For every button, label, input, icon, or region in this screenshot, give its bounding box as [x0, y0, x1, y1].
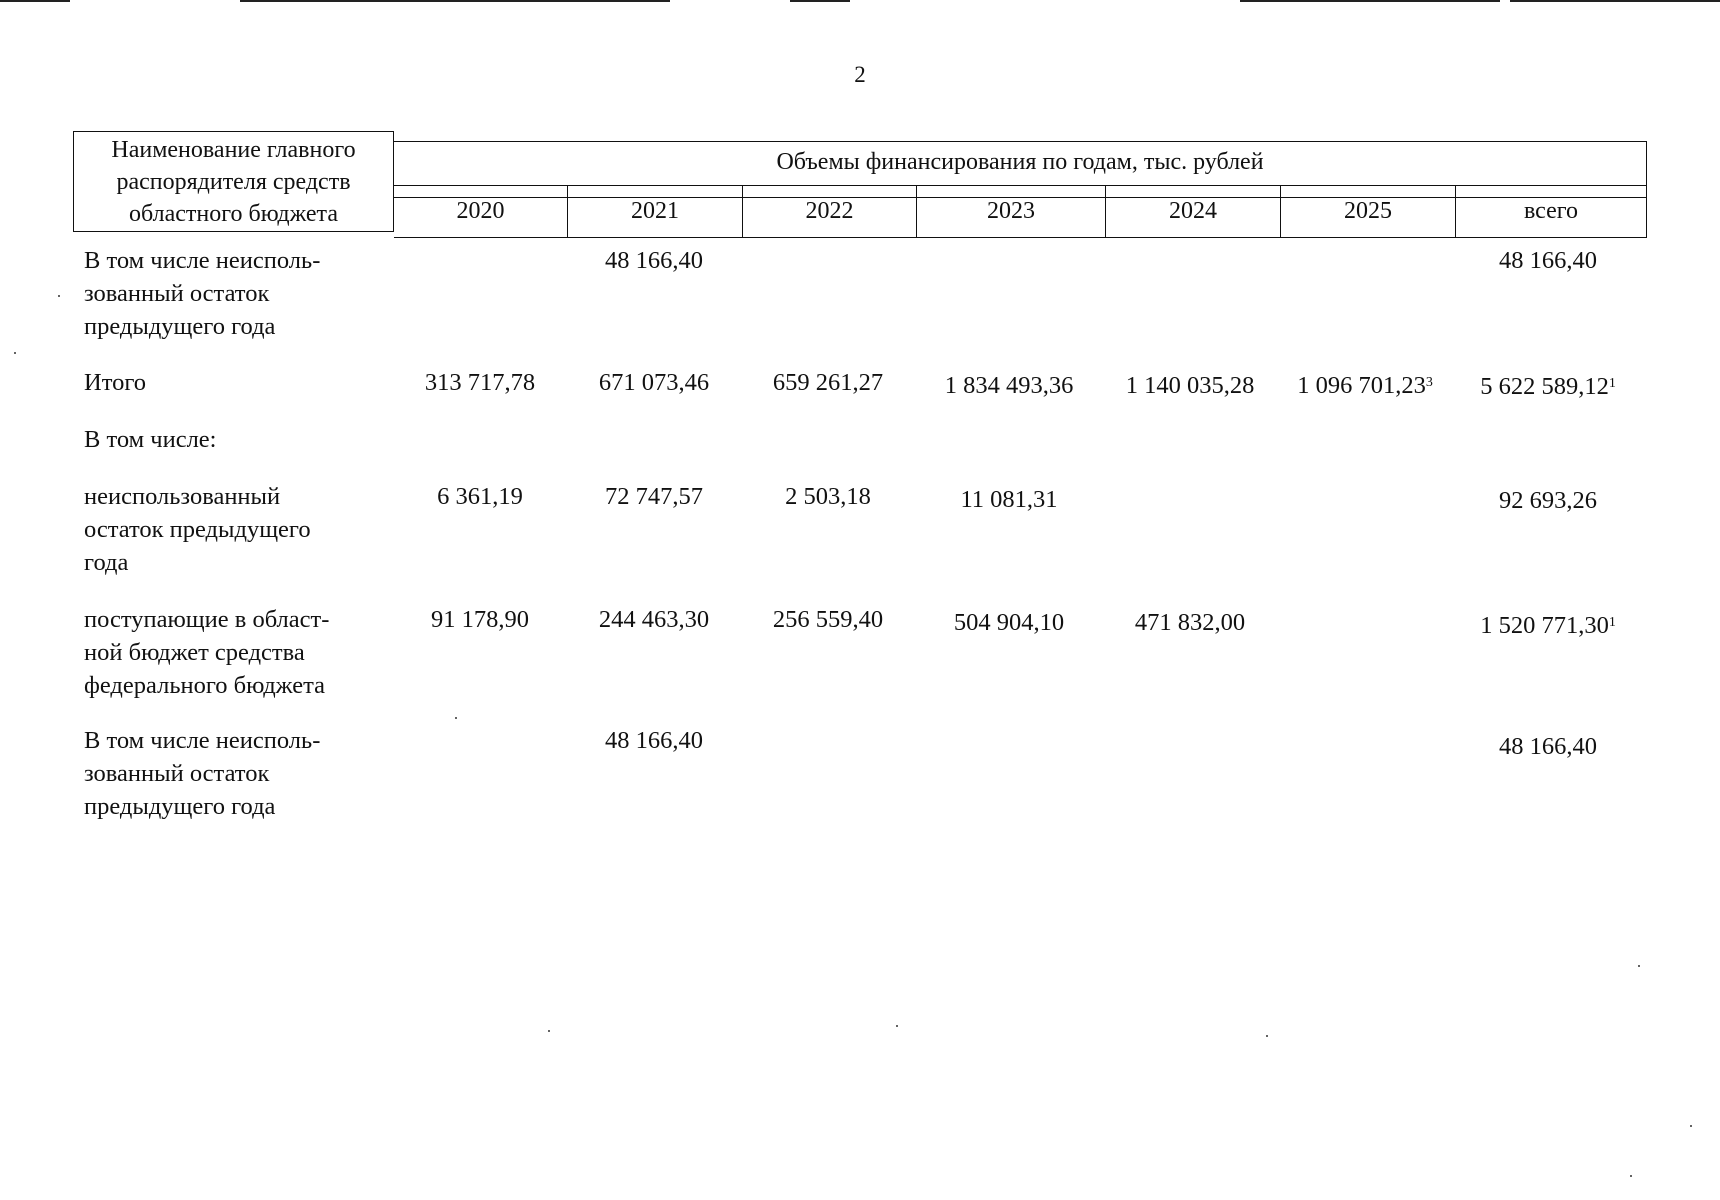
scan-speck	[1266, 1035, 1268, 1037]
row-total-value: 48 166,40	[1499, 733, 1597, 760]
scan-speck	[14, 352, 16, 354]
scan-speck	[896, 1025, 898, 1027]
scan-speck	[455, 717, 457, 719]
row-label: В том числе неисполь- зованный остаток предыдущего года	[84, 727, 321, 820]
row-total-value: 1 520 771,30$^1$	[1480, 612, 1616, 639]
row-value-2020: 91 178,90	[431, 606, 529, 633]
row-total-value: 92 693,26	[1499, 487, 1597, 514]
scan-edge-line	[1240, 0, 1500, 2]
row-value-2025: 1 096 701,23$^3$	[1297, 372, 1433, 399]
row-value-2022: 256 559,40	[772, 606, 884, 633]
header-name-column: Наименование главного распорядителя средств областного бюджета	[73, 131, 394, 232]
row-label: В том числе неисполь- зованный остаток предыдущего года	[84, 247, 321, 340]
row-value-2024: 1 140 035,28	[1125, 372, 1255, 399]
header-year-2022: 2022	[743, 185, 917, 238]
scan-edge-line	[0, 0, 70, 2]
row-value-2022: 2 503,18	[785, 483, 871, 510]
row-value-2024: 471 832,00	[1134, 609, 1246, 636]
row-value-2021: 244 463,30	[598, 606, 710, 633]
header-funding-group: Объемы финансирования по годам, тыс. рублей	[394, 141, 1647, 198]
table-header	[73, 131, 1647, 232]
row-label: неиспользованный остаток предыдущего года	[84, 483, 311, 576]
row-label: Итого	[84, 369, 147, 396]
scan-speck	[1638, 965, 1640, 967]
header-year-2023: 2023	[917, 185, 1106, 238]
row-value-2021: 48 166,40	[605, 247, 703, 274]
scan-speck	[1690, 1125, 1692, 1127]
header-year-2025: 2025	[1281, 185, 1456, 238]
scan-speck	[1630, 1175, 1632, 1177]
row-value-2021: 72 747,57	[605, 483, 703, 510]
row-value-2021: 671 073,46	[598, 369, 710, 396]
header-year-2024: 2024	[1106, 185, 1281, 238]
row-total-value: 5 622 589,12$^1$	[1480, 373, 1616, 400]
row-value-2021: 48 166,40	[605, 727, 703, 754]
row-label: В том числе:	[84, 426, 217, 453]
footnote-marker: 3	[1425, 375, 1433, 390]
row-total-value: 48 166,40	[1499, 247, 1597, 274]
header-total: всего	[1456, 185, 1647, 238]
footnote-marker: 1	[1608, 376, 1616, 391]
header-year-2021: 2021	[568, 185, 743, 238]
scan-edge-line	[240, 0, 670, 2]
row-value-2023: 504 904,10	[953, 609, 1065, 636]
row-value-2022: 659 261,27	[772, 369, 884, 396]
row-value-2020: 313 717,78	[424, 369, 536, 396]
row-label: поступающие в област- ной бюджет средства федерального бюджета	[84, 606, 330, 699]
scan-speck	[548, 1030, 550, 1032]
scan-speck	[58, 295, 60, 297]
row-value-2023: 1 834 493,36	[944, 372, 1074, 399]
header-year-2020: 2020	[394, 185, 568, 238]
row-value-2020: 6 361,19	[437, 483, 523, 510]
scan-edge-line	[1510, 0, 1720, 2]
scan-edge-line	[790, 0, 850, 2]
page-number: 2	[854, 62, 866, 87]
row-value-2023: 11 081,31	[960, 486, 1058, 513]
footnote-marker: 1	[1608, 615, 1616, 630]
